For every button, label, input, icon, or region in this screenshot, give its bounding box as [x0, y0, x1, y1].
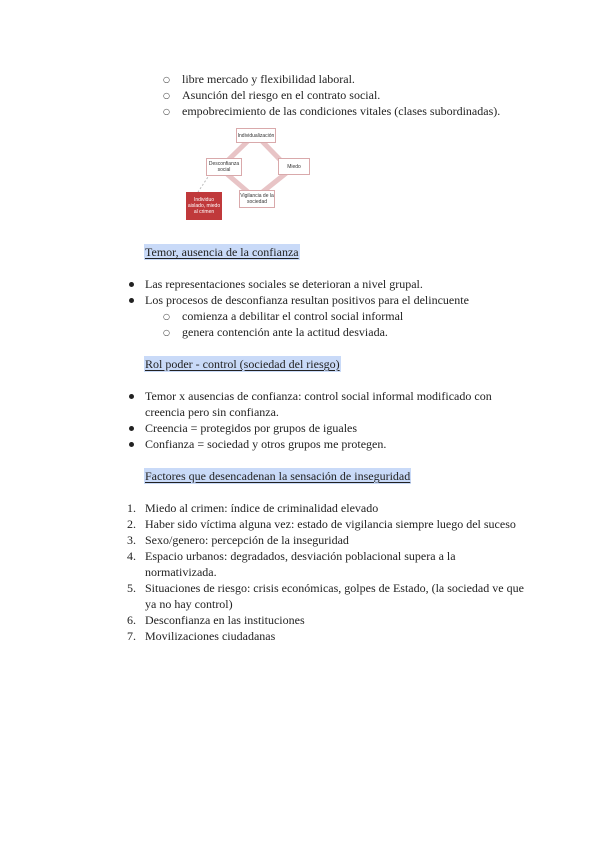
dashed-connector	[198, 174, 210, 192]
section-heading: Rol poder - control (sociedad del riesgo)	[145, 357, 340, 371]
list-number: 1.	[127, 501, 136, 515]
bullet-icon	[129, 442, 134, 447]
numbered-item: Haber sido víctima alguna vez: estado de vigilancia siempre luego del suceso	[145, 517, 516, 531]
bullet-item: Temor x ausencias de confianza: control social informal modificado con	[145, 389, 492, 403]
sublist-item: empobrecimiento de las condiciones vitales (clases subordinadas).	[182, 104, 501, 118]
diagram-node-top: Individualización	[236, 128, 276, 143]
sublist-item: genera contención ante la actitud desviada.	[182, 325, 388, 339]
sublist-item: comienza a debilitar el control social informal	[182, 309, 404, 323]
list-number: 2.	[127, 517, 136, 531]
diagram-node-red: Individuo aislado, miedo al crimen	[186, 192, 222, 220]
bullet-icon	[129, 298, 134, 303]
list-number: 6.	[127, 613, 136, 627]
sublist-item: libre mercado y flexibilidad laboral.	[182, 72, 355, 86]
list-number: 4.	[127, 549, 136, 563]
circle-bullet-icon: ○	[163, 75, 170, 84]
circle-bullet-icon: ○	[163, 312, 170, 321]
circle-bullet-icon: ○	[163, 91, 170, 100]
diagram-node-bottom: Vigilancia de la sociedad	[239, 190, 275, 208]
list-number: 5.	[127, 581, 136, 595]
numbered-item: Sexo/genero: percepción de la inseguridad	[145, 533, 349, 547]
list-number: 7.	[127, 629, 136, 643]
numbered-item: Situaciones de riesgo: crisis económicas, golpes de Estado, (la sociedad ve que	[145, 581, 524, 595]
circle-bullet-icon: ○	[163, 107, 170, 116]
sublist-item: Asunción del riesgo en el contrato social.	[182, 88, 381, 102]
numbered-item-continuation: normativizada.	[145, 565, 217, 579]
bullet-icon	[129, 282, 134, 287]
diagram-node-right: Miedo	[278, 158, 310, 175]
circle-bullet-icon: ○	[163, 328, 170, 337]
bullet-item-continuation: creencia pero sin confianza.	[145, 405, 279, 419]
section-heading: Factores que desencadenan la sensación de inseguridad	[145, 469, 411, 483]
bullet-item: Creencia = protegidos por grupos de iguales	[145, 421, 358, 435]
bullet-item: Confianza = sociedad y otros grupos me protegen.	[145, 437, 387, 451]
numbered-item-continuation: ya no hay control)	[145, 597, 233, 611]
numbered-item: Miedo al crimen: índice de criminalidad elevado	[145, 501, 379, 515]
list-number: 3.	[127, 533, 136, 547]
bullet-icon	[129, 394, 134, 399]
numbered-item: Espacio urbanos: degradados, desviación poblacional supera a la	[145, 549, 456, 563]
numbered-item: Desconfianza en las instituciones	[145, 613, 305, 627]
bullet-icon	[129, 426, 134, 431]
diagram-node-left: Desconfianza social	[206, 158, 242, 176]
numbered-item: Movilizaciones ciudadanas	[145, 629, 276, 643]
bullet-item: Los procesos de desconfianza resultan positivos para el delincuente	[145, 293, 469, 307]
bullet-item: Las representaciones sociales se deterioran a nivel grupal.	[145, 277, 423, 291]
section-heading: Temor, ausencia de la confianza	[145, 245, 299, 259]
